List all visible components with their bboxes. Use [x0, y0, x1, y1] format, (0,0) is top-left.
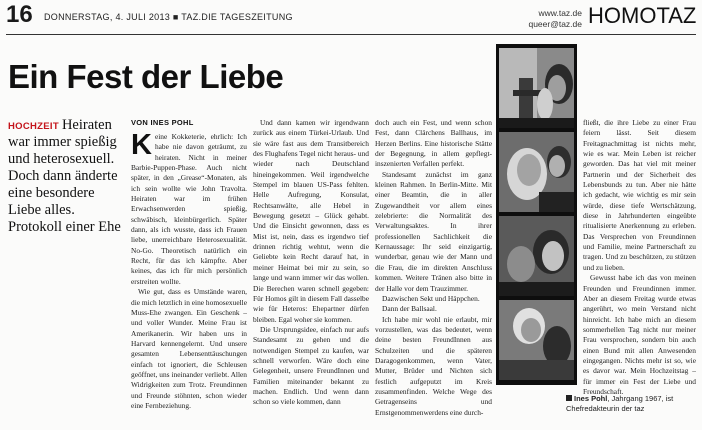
- paragraph: Dazwischen Sekt und Häppchen.: [382, 293, 480, 303]
- paragraph: doch auch ein Fest, und wenn schon Fest, dann Clärchens Ballhaus, im Herzen Berlins. Eine historische Stätte der Begegnung, in allem gepflegt-inszenierten Verfallen perfekt.: [375, 118, 492, 169]
- drop-cap: K: [131, 129, 152, 161]
- square-bullet-icon: [566, 395, 572, 401]
- dateline-separator: ■: [172, 12, 179, 22]
- article-column-3: [375, 118, 492, 418]
- paragraph: Die Ursprungsidee, einfach nur aufs Standesamt zu gehen und die notwendigen Stempel zu kaufen, war schnell verworfen. Wäre doch eine Gelegenheit, unsere FreundInnen und Familien miteinander bekannt zu machen. Endlich. Und wenn dann schon so viele kommen, dann: [253, 324, 369, 407]
- teaser-text: Heiraten war immer spießig und heterosexuell. Doch dann änderte eine besondere Liebe alles. Protokoll einer Ehe: [8, 117, 121, 235]
- kicker: HOCHZEIT: [8, 121, 59, 132]
- article-column-1: [131, 129, 247, 411]
- paragraph: fließt, die ihre Liebe zu einer Frau feiern lässt. Seit diesem Freitagnachmittag ist nichts mehr, wie es war. Mein Leben ist reicher geworden. Das hat viel mit meiner Partnerin und der Sicherheit des Lebensbunds zu tun. Aber nie hätte ich gedacht, wie wichtig es mir sein würde, diese tiefe Wertschätzung, diese in Jahrhunderten eingeübte ritualisierte Anerkennung zu erleben. Das Versprechen von Freundinnen und Familie, meine Partnerschaft zu tragen. Und zu beschützen, zu stützen und zu lieben.: [583, 118, 696, 272]
- paper-name: TAZ.DIE TAGESZEITUNG: [181, 12, 293, 22]
- date-text: DONNERSTAG, 4. JULI 2013: [44, 12, 171, 22]
- photo-couple-laughing: [499, 132, 574, 212]
- section-title: HOMOTAZ: [588, 3, 697, 28]
- article-column-4: [583, 118, 696, 397]
- contact-block: [510, 8, 582, 30]
- paragraph: Wie gut, dass es Umstände waren, die mich letztlich in eine homosexuelle Muss-Ehe zwangen. Ein Geschenk – und voller Wunder. Meine Frau ist Amerikanerin. Wir haben uns in Harvard kennengelernt. Und unsere gesamten Lebensenttäuschungen einfach tot ignoriert, die Schleusen geöffnet, uns ineinander verliebt. Allen Widrigkeiten zum Trotz. Freundinnen und Freunde stöhnten, schon wieder eine Fernbeziehung.: [131, 287, 247, 410]
- paragraph: Ich habe mir wohl nie erlaubt, mir vorzustellen, was das bedeutet, wenn deine besten FreundInnen aus Schulzeiten und die späteren Daragogenkommen, wenn Vater, Mutter, Brüder und Nichten sich festlich aufgeputzt im Kreis zusammenfinden. Welche Wege des Getragenseins und Ernstgenommenwerdens eine durch-: [375, 314, 492, 417]
- photobooth-frame-4: [499, 300, 574, 380]
- contact-email[interactable]: queer@taz.de: [528, 19, 582, 29]
- author-note-text: , Jahrgang 1967, ist Chefredakteurin der taz: [566, 394, 674, 413]
- paragraph-text: eine Kokketerie, ehrlich: Ich habe nie davon geträumt, zu heiraten. Nicht in meiner Barbie-Puppen-Phase. Auch nicht später, in den „Grease“-Monaten, als ich sein wollte wie John Travolta. Heiraten war im frühen Erwachsenwerden spießig, schwäbisch, kleinbürgerlich. Später dann, als ich wusste, dass ich Frauen liebe, unerreichbare Heterosexualität. No-Go. Theoretisch natürlich ein Recht, für das ich kämpfte. Aber keines, das ich für mich persönlich erstreiten wollte.: [131, 132, 247, 286]
- author-note: [566, 394, 696, 414]
- author-name: Ines Pohl: [574, 394, 608, 403]
- photo-two-women-kiss: [499, 48, 574, 128]
- article-column-2: [253, 118, 369, 408]
- headline: Ein Fest der Liebe: [8, 58, 284, 95]
- website-url[interactable]: www.taz.de: [538, 8, 582, 18]
- masthead-rule: [6, 34, 696, 35]
- photobooth-strip: [496, 44, 577, 385]
- paragraph: Gewusst habe ich das von meinen Freunden und Freundinnen immer. Aber an diesem Freitag wurde etwas angerührt, wo mein Verstand nicht hinreicht. Ich habe mich an diesem sommerhellen Tag nicht nur meiner Frau versprochen, sondern bin auch einen Bund mit allen Anwesenden eingegangen. Nichts mehr ist so, wie es davor war. Mein Hochzeitstag – für immer ein Fest der Liebe und Freundschaft.: [583, 273, 696, 396]
- paragraph: [131, 129, 247, 287]
- photo-couple-embrace: [499, 300, 574, 380]
- teaser: [8, 117, 126, 236]
- paragraph: Dann der Ballsaal.: [382, 304, 437, 314]
- byline: VON INES POHL: [131, 118, 194, 127]
- photo-couple-smiling: [499, 216, 574, 296]
- photobooth-frame-1: [499, 48, 574, 128]
- photobooth-frame-2: [499, 132, 574, 212]
- paragraph: Standesamt zunächst im ganz kleinen Rahmen. In Berlin-Mitte. Mit einer Beamtin, die in aller Zugewandtheit vor allem eines zelebrierte: die Normalität des Verwaltungsaktes. In ihrer professionellen Sachlichkeit die Kernaussage: Ihr seid einzigartig, wunderbar, genau wie der Mann und die Frau, die im direkten Anschluss kommen. Weitere Tränen also bitte in der Halle vor dem Trauzimmer.: [375, 169, 492, 293]
- photobooth-frame-3: [499, 216, 574, 296]
- dateline: [44, 12, 293, 22]
- paragraph: Und dann kamen wir irgendwann zurück aus einem Türkei-Urlaub. Und sie wäre fast aus dem Transitbereich des Flughafens Tegel nicht heraus- und wieder nach Deutschland hineingekommen. Weil irgendwelche Stempel im blauen US-Pass fehlten. Helle Aufregung, Konsulat, Rechtsanwälte, alle Hebel in Bewegung gesetzt – Glück gehabt. Und die Einsicht gewonnen, dass es Mist ist, nein, dass es irgendwo tief drinnen richtig wehtut, wenn die Geliebte kein Recht darauf hat, in meiner Heimat bei mir zu sein, so lange und wann immer wir das wollen. Die Berechen waren schnell gegeben: Für Homos gilt in diesem Fall dasselbe wie für Heteros: Ehepartner dürfen bleiben. Egal woher sie kommen.: [253, 118, 369, 324]
- page-number: 16: [6, 1, 33, 28]
